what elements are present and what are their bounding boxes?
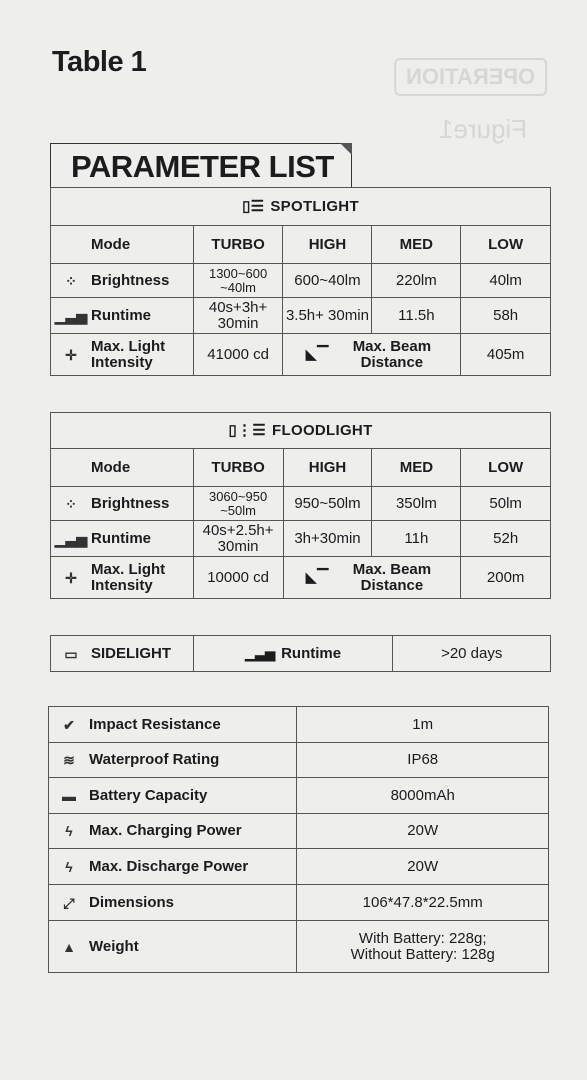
lightning-icon: ϟ (65, 858, 73, 875)
runtime-chart-icon: ▁▃▅ (245, 645, 276, 661)
brightness-label: Brightness (91, 494, 170, 512)
spec-label: Max. Discharge Power (89, 857, 249, 875)
spec-value: With Battery: 228g; Without Battery: 128g (297, 921, 549, 973)
spec-value: 106*47.8*22.5mm (297, 885, 549, 921)
mode-turbo: TURBO (193, 226, 283, 264)
sidelight-runtime-label: Runtime (281, 644, 342, 662)
battery-icon: ▬ (62, 787, 76, 804)
runtime-label-cell (51, 298, 194, 334)
brightness-value: 350lm (372, 487, 461, 521)
sidelight-table (50, 635, 551, 672)
beam-label-cell (283, 557, 461, 599)
brightness-value: 220lm (372, 264, 461, 298)
table-row (49, 707, 549, 743)
beam-label-cell (283, 334, 461, 376)
spec-value: 20W (297, 814, 549, 849)
spotlight-title: SPOTLIGHT (270, 197, 359, 215)
crosshair-icon: ✛ (65, 569, 77, 586)
brightness-value: 1300~600 ~40lm (193, 264, 283, 298)
spec-label: Weight (89, 937, 139, 955)
beam-label: Max. Beam Distance (352, 337, 432, 371)
runtime-value: 3h+30min (283, 521, 372, 557)
lightning-icon: ϟ (65, 823, 73, 840)
runtime-value: 58h (461, 298, 551, 334)
show-through-text: Figure1 (438, 114, 527, 144)
show-through-text: OPERATION (394, 58, 547, 96)
brightness-label-cell (51, 264, 194, 298)
parameter-list-banner (50, 143, 352, 187)
crosshair-icon: ✛ (65, 346, 77, 363)
intensity-label: Max. Light Intensity (91, 560, 166, 594)
spec-label: Dimensions (89, 893, 175, 911)
runtime-value: 11h (372, 521, 461, 557)
mode-high: HIGH (283, 449, 372, 487)
table-row (49, 885, 549, 921)
runtime-chart-icon: ▁▃▅ (54, 530, 88, 547)
mode-label-cell (51, 226, 194, 264)
table-row (49, 743, 549, 778)
runtime-label-cell (51, 521, 194, 557)
runtime-value: 40s+2.5h+ 30min (193, 521, 283, 557)
mode-label: Mode (91, 458, 131, 476)
mode-med: MED (372, 449, 461, 487)
spec-value: 1m (297, 707, 549, 743)
mode-low: LOW (461, 226, 551, 264)
beam-distance-icon: ◣▔ (305, 345, 329, 363)
mode-med: MED (372, 226, 461, 264)
mode-label: Mode (91, 235, 131, 253)
runtime-value: 52h (461, 521, 551, 557)
runtime-label: Runtime (91, 529, 151, 547)
spec-value: 8000mAh (297, 778, 549, 814)
spec-label: Max. Charging Power (89, 822, 242, 840)
beam-value: 200m (461, 557, 551, 599)
page-title: Table 1 (52, 46, 147, 78)
spec-label: Battery Capacity (89, 786, 208, 804)
intensity-value: 10000 cd (193, 557, 283, 599)
brightness-label: Brightness (91, 271, 170, 289)
mode-label-cell (51, 449, 194, 487)
table-row (49, 814, 549, 849)
table-row (49, 849, 549, 885)
table-row (49, 921, 549, 973)
runtime-value: 40s+3h+ 30min (193, 298, 283, 334)
brightness-value: 50lm (461, 487, 551, 521)
brightness-icon: ⁘ (65, 495, 77, 512)
brightness-value: 950~50lm (283, 487, 372, 521)
runtime-chart-icon: ▁▃▅ (54, 307, 88, 324)
weight-icon: ▲ (62, 938, 76, 955)
intensity-value: 41000 cd (193, 334, 283, 376)
brightness-value: 40lm (461, 264, 551, 298)
specs-table (48, 706, 549, 973)
mode-high: HIGH (283, 226, 372, 264)
beam-value: 405m (461, 334, 551, 376)
intensity-label: Max. Light Intensity (91, 337, 166, 371)
sidelight-icon: ▭ (64, 645, 78, 662)
brightness-value: 600~40lm (283, 264, 372, 298)
intensity-label-cell (51, 557, 194, 599)
spec-label: Waterproof Rating (89, 751, 220, 769)
spec-value: IP68 (297, 743, 549, 778)
banner-title: PARAMETER LIST (71, 149, 334, 184)
runtime-label: Runtime (91, 306, 151, 324)
intensity-label-cell (51, 334, 194, 376)
sidelight-title: SIDELIGHT (91, 644, 172, 662)
spotlight-title-cell (51, 188, 551, 226)
sidelight-runtime-label-cell (193, 636, 393, 672)
sidelight-label-cell (51, 636, 194, 672)
beam-label: Max. Beam Distance (352, 560, 432, 594)
floodlight-table (50, 412, 551, 599)
mode-turbo: TURBO (193, 449, 283, 487)
brightness-value: 3060~950 ~50lm (193, 487, 283, 521)
table-row (49, 778, 549, 814)
banner-corner-mark (340, 143, 352, 155)
floodlight-title-cell (51, 413, 551, 449)
checkmark-icon: ✔ (63, 716, 75, 733)
runtime-value: 3.5h+ 30min (283, 298, 372, 334)
beam-distance-icon: ◣▔ (305, 568, 329, 586)
runtime-value: 11.5h (372, 298, 461, 334)
spec-label: Impact Resistance (89, 715, 221, 733)
floodlight-title: FLOODLIGHT (272, 421, 373, 439)
spotlight-table (50, 187, 551, 376)
sidelight-runtime-value: >20 days (393, 636, 551, 672)
water-waves-icon: ≋ (63, 752, 75, 769)
expand-arrows-icon: ⤢ (63, 894, 75, 911)
floodlight-icon: ▯⋮☰ (228, 421, 267, 439)
brightness-icon: ⁘ (65, 272, 77, 289)
spotlight-icon: ▯☰ (242, 197, 265, 215)
spec-value: 20W (297, 849, 549, 885)
mode-low: LOW (461, 449, 551, 487)
brightness-label-cell (51, 487, 194, 521)
